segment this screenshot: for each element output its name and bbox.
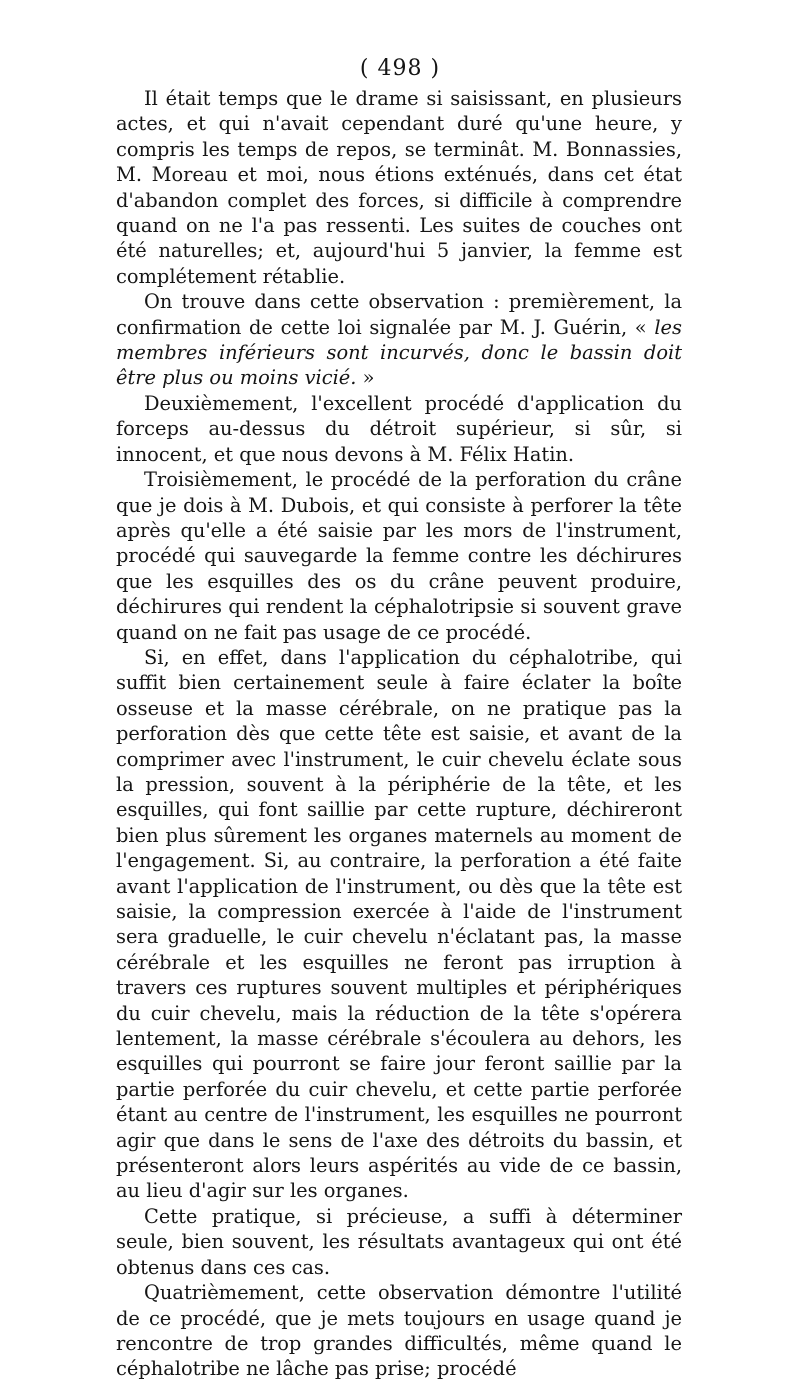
paragraph-practice: Cette pratique, si précieuse, a suffi à déterminer seule, bien souvent, les résultats avantageux qui ont été obtenus dans ces cas. <box>116 1204 682 1279</box>
body-text <box>116 86 682 1382</box>
paragraph-conclusion-of-case: Il était temps que le drame si saisissant, en plusieurs actes, et qui n'avait cependant duré qu'une heure, y compris les temps de repos, se terminât. M. Bonnassies, M. Moreau et moi, nous étions exténués, dans cet état d'abandon complet des forces, si difficile à comprendre quand on ne l'a pas ressenti. Les suites de couches ont été naturelles; et, aujourd'hui 5 janvier, la femme est complétement rétablie. <box>116 87 682 288</box>
paragraph-fourth-point: Quatrièmement, cette observation démontre l'utilité de ce procédé, que je mets toujours en usage quand je rencontre de trop grandes difficultés, même quand le céphalotribe ne lâche pas prise; procédé <box>116 1281 682 1381</box>
page-number: ( 498 ) <box>359 56 441 81</box>
paragraph-first-point <box>116 289 682 391</box>
paragraph-text: On trouve dans cette observation : premièrement, la confirmation de cette loi signalée par M. J. Guérin, « <box>116 290 682 339</box>
paragraph-second-point: Deuxièmement, l'excellent procédé d'application du forceps au-dessus du détroit supérieur, si sûr, si innocent, et que nous devons à M. Félix Hatin. <box>116 391 682 466</box>
italic-quotation: les membres inférieurs sont incurvés, donc le bassin doit être plus ou moins vicié. <box>116 315 682 390</box>
paragraph-text: » <box>356 366 375 390</box>
paragraph-third-point: Troisièmement, le procédé de la perforation du crâne que je dois à M. Dubois, et qui consiste à perforer la tête après qu'elle a été saisie par les mors de l'instrument, procédé qui sauvegarde la femme contre les déchirures que les esquilles des os du crâne peuvent produire, déchirures qui rendent la céphalotripsie si souvent grave quand on ne fait pas usage de ce procédé. <box>116 468 682 644</box>
paragraph-explanation: Si, en effet, dans l'application du céphalotribe, qui suffit bien certainement seule à faire éclater la boîte osseuse et la masse cérébrale, on ne pratique pas la perforation dès que cette tête est saisie, et avant de la comprimer avec l'instrument, le cuir chevelu éclate sous la pression, souvent à la périphérie de la tête, et les esquilles, qui font saillie par cette rupture, déchireront bien plus sûrement les organes maternels au moment de l'engagement. Si, au contraire, la perforation a été faite avant l'application de l'instrument, ou dès que la tête est saisie, la compression exercée à l'aide de l'instrument sera graduelle, le cuir chevelu n'éclatant pas, la masse cérébrale et les esquilles ne feront pas irruption à travers ces ruptures souvent multiples et périphériques du cuir chevelu, mais la réduction de la tête s'opérera lentement, la masse cérébrale s'écoulera au dehors, les esquilles qui pourront se faire jour feront saillie par la partie perforée du cuir chevelu, et cette partie perforée étant au centre de l'instrument, les esquilles ne pourront agir que dans le sens de l'axe des détroits du bassin, et présenteront alors leurs aspérités au vide de ce bassin, au lieu d'agir sur les organes. <box>116 645 682 1203</box>
